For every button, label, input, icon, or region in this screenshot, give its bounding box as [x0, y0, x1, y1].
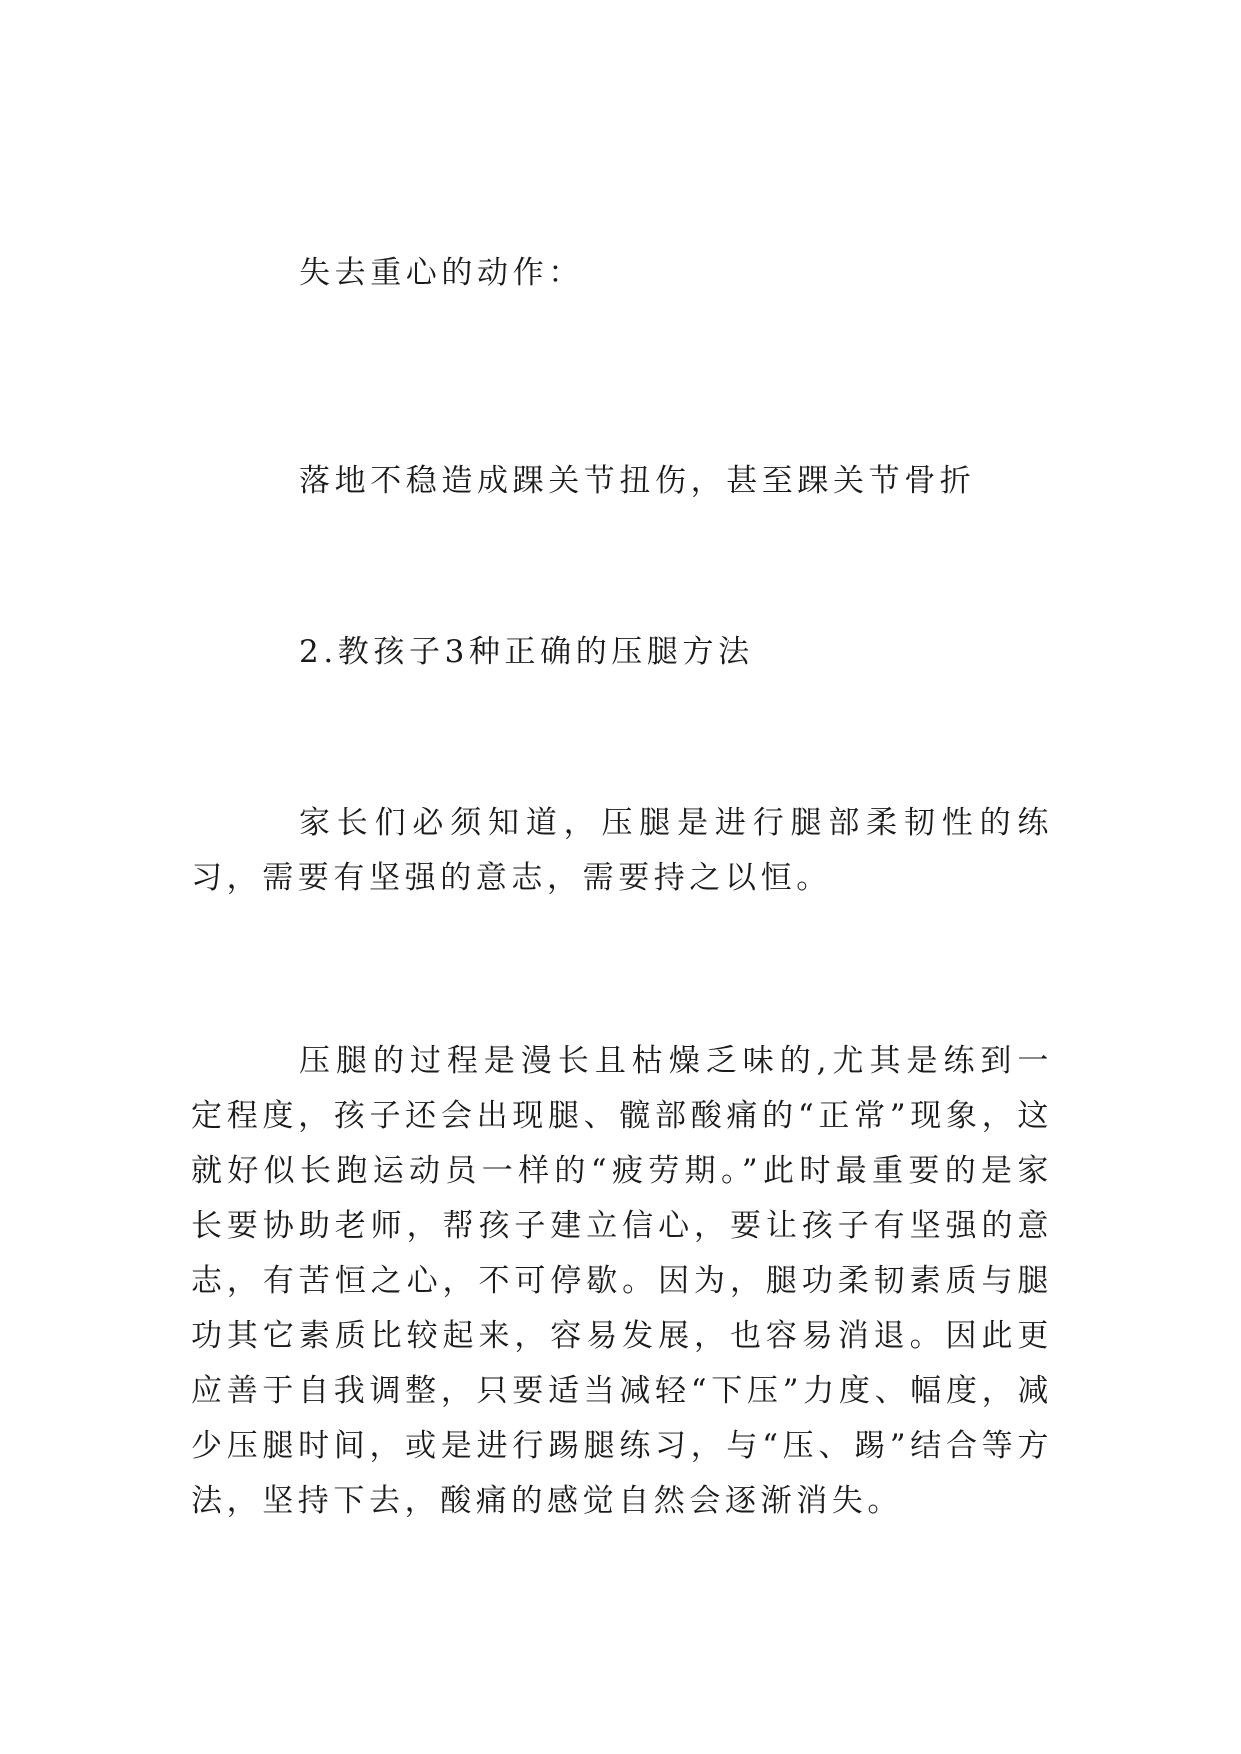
paragraph-ankle-injury: 落地不稳造成踝关节扭伤，甚至踝关节骨折 — [299, 463, 976, 499]
paragraph-parents-must-know: 家长们必须知道，压腿是进行腿部柔韧性的练习，需要有坚强的意志，需要持之以恒。 — [191, 805, 1053, 896]
paragraph-lost-balance-heading: 失去重心的动作： — [299, 255, 584, 291]
section-heading-leg-press-methods: 2.教孩子3种正确的压腿方法 — [299, 634, 754, 670]
paragraph-leg-press-process: 压腿的过程是漫长且枯燥乏味的,尤其是练到一定程度，孩子还会出现腿、髋部酸痛的“正常”现象，这就好似长跑运动员一样的“疲劳期。”此时最重要的是家长要协助老师，帮孩子建立信心，要让孩子有坚强的意志，有苦恒之心，不可停歇。因为，腿功柔韧素质与腿功其它素质比较起来，容易发展，也容易消退。因此更应善于自我调整，只要适当减轻“下压”力度、幅度，减少压腿时间，或是进行踢腿练习，与“压、踢”结合等方法，坚持下去，酸痛的感觉自然会逐渐消失。 — [191, 1043, 1053, 1519]
